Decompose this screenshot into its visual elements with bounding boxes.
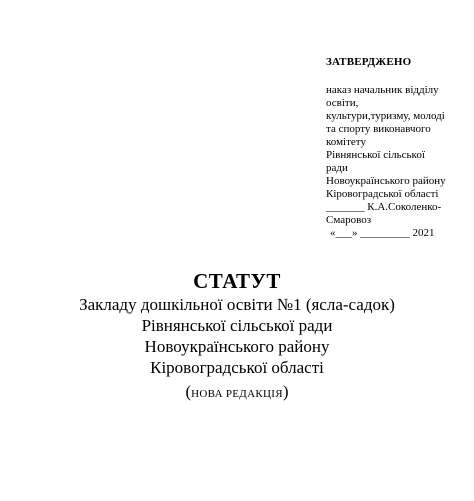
approval-signatory-name: Смаровоз (326, 214, 372, 226)
approval-heading: ЗАТВЕРДЖЕНО (326, 56, 412, 68)
approval-line: Рівнянської сільської (326, 149, 425, 161)
approval-line: освіти, (326, 97, 359, 109)
approval-line: комітету (326, 136, 366, 148)
edition-note (0, 381, 474, 405)
approval-block (326, 56, 466, 240)
document-title: СТАТУТ (193, 269, 281, 293)
document-subtitle-line: Рівнянської сільської ради (141, 316, 333, 335)
approval-line: наказ начальник відділу (326, 84, 439, 96)
edition-label: НОВА РЕДАКЦІЯ (191, 388, 283, 400)
approval-line: та спорту виконавчого (326, 123, 431, 135)
approval-line: ради (326, 162, 348, 174)
document-subtitle-line: Кіровоградської області (150, 358, 324, 377)
approval-line: Кіровоградської області (326, 188, 439, 200)
edition-paren-close: ) (282, 382, 289, 401)
title-block (0, 268, 474, 405)
approval-signature-line: _______ К.А.Соколенко- (326, 201, 442, 213)
edition-paren-open: ( (185, 382, 192, 401)
document-subtitle-line: Новоукраїнського району (144, 337, 330, 356)
approval-line: культури,туризму, молоді (326, 110, 445, 122)
approval-date-line: «___» _________ 2021 (330, 227, 435, 239)
document-subtitle-line: Закладу дошкільної освіти №1 (ясла-садок) (79, 295, 395, 314)
approval-line: Новоукраїнського району (326, 175, 446, 187)
